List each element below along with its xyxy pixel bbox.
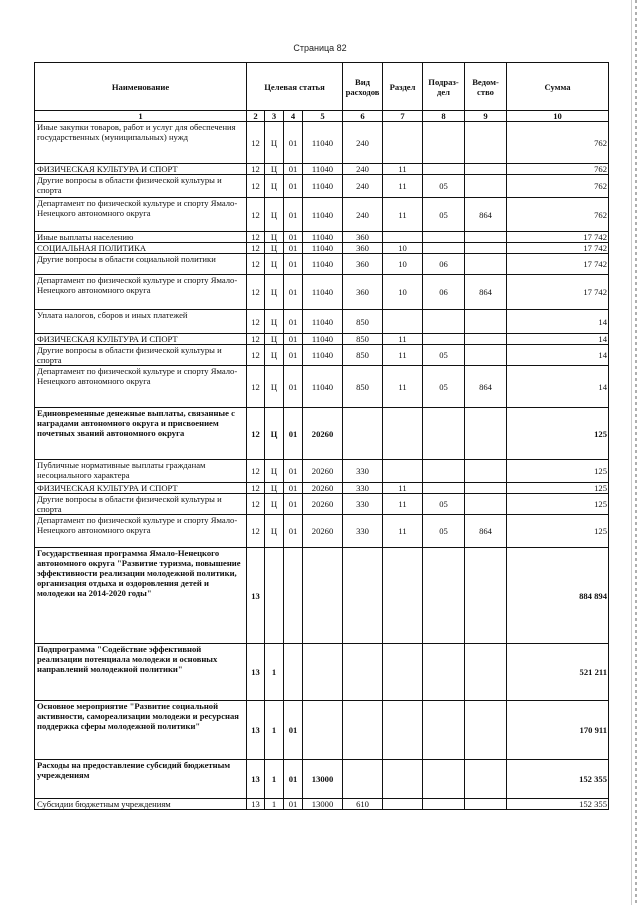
row-summa: 152 355 — [507, 799, 609, 810]
row-podrazdel — [423, 122, 465, 164]
row-vedomstvo: 864 — [465, 275, 507, 310]
row-name: ФИЗИЧЕСКАЯ КУЛЬТУРА И СПОРТ — [35, 483, 247, 494]
row-vedomstvo: 864 — [465, 515, 507, 548]
row-event: 01 — [284, 760, 303, 799]
row-name: Департамент по физической культуре и спорту Ямало-Ненецкого автономного округа — [35, 366, 247, 408]
row-event: 01 — [284, 345, 303, 366]
row-name: ФИЗИЧЕСКАЯ КУЛЬТУРА И СПОРТ — [35, 334, 247, 345]
row-subprogram: 1 — [265, 701, 284, 760]
header-razdel: Раздел — [383, 63, 423, 111]
table-row — [35, 175, 609, 198]
row-subprogram: Ц — [265, 198, 284, 232]
row-subprogram: Ц — [265, 310, 284, 334]
row-program: 12 — [247, 232, 265, 243]
row-program: 13 — [247, 548, 265, 644]
row-event: 01 — [284, 701, 303, 760]
row-vid: 610 — [343, 799, 383, 810]
row-event: 01 — [284, 494, 303, 515]
row-podrazdel: 06 — [423, 254, 465, 275]
table-row — [35, 275, 609, 310]
row-vedomstvo — [465, 164, 507, 175]
row-podrazdel — [423, 701, 465, 760]
row-program: 12 — [247, 198, 265, 232]
row-podrazdel — [423, 310, 465, 334]
row-podrazdel — [423, 483, 465, 494]
row-event — [284, 644, 303, 701]
row-name: Другие вопросы в области физической культуры и спорта — [35, 175, 247, 198]
row-subprogram — [265, 548, 284, 644]
row-summa: 14 — [507, 334, 609, 345]
row-name: Иные закупки товаров, работ и услуг для обеспечения государственных (муниципальных) нужд — [35, 122, 247, 164]
row-vid: 850 — [343, 310, 383, 334]
row-summa: 762 — [507, 164, 609, 175]
row-name: Другие вопросы в области социальной политики — [35, 254, 247, 275]
table-row — [35, 366, 609, 408]
row-event: 01 — [284, 275, 303, 310]
table-row — [35, 232, 609, 243]
row-razdel: 10 — [383, 243, 423, 254]
row-podrazdel — [423, 232, 465, 243]
row-event: 01 — [284, 366, 303, 408]
row-direction: 20260 — [303, 494, 343, 515]
row-summa: 152 355 — [507, 760, 609, 799]
row-direction: 20260 — [303, 408, 343, 460]
row-subprogram: 1 — [265, 644, 284, 701]
row-summa: 17 742 — [507, 275, 609, 310]
row-subprogram: Ц — [265, 408, 284, 460]
table-body — [35, 122, 609, 810]
column-number-row — [35, 111, 609, 122]
row-vid: 330 — [343, 483, 383, 494]
row-vid — [343, 760, 383, 799]
row-direction — [303, 548, 343, 644]
table-row — [35, 345, 609, 366]
row-program: 13 — [247, 701, 265, 760]
column-number: 9 — [465, 111, 507, 122]
row-direction: 11040 — [303, 334, 343, 345]
row-event: 01 — [284, 175, 303, 198]
row-name: Подпрограмма "Содействие эффективной реализации потенциала молодежи и основных направлений молодежной политики" — [35, 644, 247, 701]
budget-table — [34, 62, 609, 810]
row-podrazdel — [423, 243, 465, 254]
row-direction: 11040 — [303, 310, 343, 334]
row-direction: 20260 — [303, 483, 343, 494]
row-direction: 11040 — [303, 345, 343, 366]
row-summa: 125 — [507, 494, 609, 515]
row-razdel: 11 — [383, 198, 423, 232]
row-podrazdel: 05 — [423, 175, 465, 198]
row-subprogram: 1 — [265, 799, 284, 810]
row-razdel: 11 — [383, 494, 423, 515]
row-podrazdel: 05 — [423, 345, 465, 366]
row-program: 12 — [247, 175, 265, 198]
row-event — [284, 548, 303, 644]
table-row — [35, 254, 609, 275]
row-event: 01 — [284, 310, 303, 334]
header-vid: Вид расходов — [343, 63, 383, 111]
row-razdel — [383, 799, 423, 810]
column-number: 10 — [507, 111, 609, 122]
column-number: 3 — [265, 111, 284, 122]
row-direction — [303, 701, 343, 760]
row-summa: 125 — [507, 460, 609, 483]
row-event: 01 — [284, 799, 303, 810]
row-vid: 360 — [343, 275, 383, 310]
row-subprogram: Ц — [265, 243, 284, 254]
row-summa: 14 — [507, 310, 609, 334]
row-name: Уплата налогов, сборов и иных платежей — [35, 310, 247, 334]
row-summa: 14 — [507, 366, 609, 408]
row-summa: 17 742 — [507, 232, 609, 243]
scan-edge-line — [631, 0, 632, 905]
table-row — [35, 460, 609, 483]
row-summa: 125 — [507, 515, 609, 548]
row-summa: 17 742 — [507, 243, 609, 254]
row-program: 12 — [247, 408, 265, 460]
row-name: Другие вопросы в области физической культуры и спорта — [35, 345, 247, 366]
table-row — [35, 243, 609, 254]
column-number: 8 — [423, 111, 465, 122]
row-summa: 125 — [507, 483, 609, 494]
row-summa: 521 211 — [507, 644, 609, 701]
row-subprogram: Ц — [265, 254, 284, 275]
table-row — [35, 701, 609, 760]
row-direction: 20260 — [303, 515, 343, 548]
table-row — [35, 515, 609, 548]
row-vid — [343, 644, 383, 701]
row-subprogram: Ц — [265, 275, 284, 310]
row-event: 01 — [284, 515, 303, 548]
row-program: 12 — [247, 310, 265, 334]
row-name: Субсидии бюджетным учреждениям — [35, 799, 247, 810]
row-vedomstvo — [465, 122, 507, 164]
row-event: 01 — [284, 408, 303, 460]
row-direction: 11040 — [303, 275, 343, 310]
row-vid: 850 — [343, 334, 383, 345]
row-program: 12 — [247, 243, 265, 254]
row-name: Департамент по физической культуре и спорту Ямало-Ненецкого автономного округа — [35, 275, 247, 310]
header-name: Наименование — [35, 63, 247, 111]
row-name: Департамент по физической культуре и спорту Ямало-Ненецкого автономного округа — [35, 515, 247, 548]
row-direction: 11040 — [303, 198, 343, 232]
row-vedomstvo — [465, 548, 507, 644]
row-event: 01 — [284, 243, 303, 254]
row-name: Другие вопросы в области физической культуры и спорта — [35, 494, 247, 515]
row-subprogram: Ц — [265, 175, 284, 198]
row-vid: 360 — [343, 243, 383, 254]
row-vid: 330 — [343, 515, 383, 548]
row-event: 01 — [284, 483, 303, 494]
row-subprogram: Ц — [265, 494, 284, 515]
row-podrazdel — [423, 548, 465, 644]
row-vedomstvo — [465, 175, 507, 198]
row-razdel: 11 — [383, 483, 423, 494]
row-direction: 13000 — [303, 760, 343, 799]
row-vid: 850 — [343, 345, 383, 366]
table-row — [35, 548, 609, 644]
row-razdel — [383, 122, 423, 164]
row-razdel: 11 — [383, 175, 423, 198]
row-direction — [303, 644, 343, 701]
row-podrazdel: 06 — [423, 275, 465, 310]
row-program: 12 — [247, 122, 265, 164]
row-name: Иные выплаты населению — [35, 232, 247, 243]
row-podrazdel — [423, 760, 465, 799]
row-name: Расходы на предоставление субсидий бюджетным учреждениям — [35, 760, 247, 799]
row-razdel: 11 — [383, 164, 423, 175]
row-subprogram: Ц — [265, 515, 284, 548]
row-vid: 240 — [343, 164, 383, 175]
row-program: 12 — [247, 254, 265, 275]
row-vid: 330 — [343, 494, 383, 515]
row-podrazdel: 05 — [423, 366, 465, 408]
row-razdel — [383, 460, 423, 483]
row-name: Государственная программа Ямало-Ненецкого автономного округа "Развитие туризма, повышение эффективности реализации молодежной политики, организация отдыха и оздоровления детей и молодежи на 2014-2020 годы" — [35, 548, 247, 644]
row-direction: 11040 — [303, 164, 343, 175]
row-podrazdel: 05 — [423, 198, 465, 232]
table-row — [35, 310, 609, 334]
row-event: 01 — [284, 460, 303, 483]
row-vedomstvo — [465, 243, 507, 254]
row-direction: 11040 — [303, 175, 343, 198]
row-program: 12 — [247, 483, 265, 494]
row-vid: 850 — [343, 366, 383, 408]
row-vedomstvo — [465, 494, 507, 515]
row-program: 12 — [247, 460, 265, 483]
row-program: 12 — [247, 275, 265, 310]
row-summa: 762 — [507, 198, 609, 232]
row-summa: 14 — [507, 345, 609, 366]
row-subprogram: Ц — [265, 345, 284, 366]
row-podrazdel — [423, 408, 465, 460]
row-vedomstvo — [465, 345, 507, 366]
row-name: Публичные нормативные выплаты гражданам несоциального характера — [35, 460, 247, 483]
row-vid: 240 — [343, 198, 383, 232]
row-vid — [343, 548, 383, 644]
row-direction: 11040 — [303, 122, 343, 164]
row-program: 13 — [247, 644, 265, 701]
row-vedomstvo — [465, 644, 507, 701]
row-vid — [343, 701, 383, 760]
row-subprogram: Ц — [265, 334, 284, 345]
row-subprogram: Ц — [265, 366, 284, 408]
row-razdel — [383, 644, 423, 701]
header-summa: Сумма — [507, 63, 609, 111]
row-summa: 125 — [507, 408, 609, 460]
row-program: 13 — [247, 799, 265, 810]
row-direction: 11040 — [303, 232, 343, 243]
row-name: ФИЗИЧЕСКАЯ КУЛЬТУРА И СПОРТ — [35, 164, 247, 175]
row-razdel: 10 — [383, 275, 423, 310]
row-subprogram: Ц — [265, 232, 284, 243]
row-podrazdel: 05 — [423, 494, 465, 515]
row-direction: 11040 — [303, 366, 343, 408]
row-program: 12 — [247, 345, 265, 366]
row-summa: 884 894 — [507, 548, 609, 644]
table-row — [35, 164, 609, 175]
table-row — [35, 494, 609, 515]
row-vid: 330 — [343, 460, 383, 483]
table-row — [35, 122, 609, 164]
row-vid — [343, 408, 383, 460]
header-target: Целевая статья — [247, 63, 343, 111]
row-vid: 240 — [343, 175, 383, 198]
page-label: Страница 82 — [293, 43, 347, 53]
row-vedomstvo: 864 — [465, 198, 507, 232]
row-vedomstvo — [465, 408, 507, 460]
row-name: Департамент по физической культуре и спорту Ямало-Ненецкого автономного округа — [35, 198, 247, 232]
row-subprogram: Ц — [265, 122, 284, 164]
table-row — [35, 483, 609, 494]
row-razdel — [383, 548, 423, 644]
row-razdel: 10 — [383, 254, 423, 275]
table-row — [35, 644, 609, 701]
row-subprogram: Ц — [265, 164, 284, 175]
row-subprogram: Ц — [265, 483, 284, 494]
row-program: 12 — [247, 515, 265, 548]
row-program: 12 — [247, 164, 265, 175]
row-vedomstvo — [465, 232, 507, 243]
row-vedomstvo: 864 — [465, 366, 507, 408]
row-razdel: 11 — [383, 515, 423, 548]
row-event: 01 — [284, 254, 303, 275]
table-row — [35, 334, 609, 345]
header-podrazdel: Подраз-дел — [423, 63, 465, 111]
row-program: 12 — [247, 366, 265, 408]
row-vedomstvo — [465, 310, 507, 334]
row-vedomstvo — [465, 701, 507, 760]
row-podrazdel — [423, 164, 465, 175]
row-razdel — [383, 232, 423, 243]
row-direction: 20260 — [303, 460, 343, 483]
scan-edge-mark — [635, 0, 637, 905]
row-name: Основное мероприятие "Развитие социальной активности, самореализации молодежи и ресурсная поддержка сферы молодежной политики" — [35, 701, 247, 760]
row-program: 13 — [247, 760, 265, 799]
row-vedomstvo — [465, 483, 507, 494]
row-event: 01 — [284, 122, 303, 164]
row-summa: 17 742 — [507, 254, 609, 275]
row-razdel: 11 — [383, 366, 423, 408]
row-summa: 762 — [507, 122, 609, 164]
row-vedomstvo — [465, 799, 507, 810]
row-name: Единовременные денежные выплаты, связанные с наградами автономного округа и присвоением почетных званий автономного округа — [35, 408, 247, 460]
table-row — [35, 799, 609, 810]
column-number: 4 — [284, 111, 303, 122]
table-row — [35, 198, 609, 232]
row-podrazdel: 05 — [423, 515, 465, 548]
row-direction: 11040 — [303, 254, 343, 275]
row-razdel: 11 — [383, 334, 423, 345]
row-direction: 13000 — [303, 799, 343, 810]
row-name: СОЦИАЛЬНАЯ ПОЛИТИКА — [35, 243, 247, 254]
row-summa: 762 — [507, 175, 609, 198]
row-event: 01 — [284, 232, 303, 243]
row-vedomstvo — [465, 760, 507, 799]
header-row — [35, 63, 609, 111]
row-podrazdel — [423, 334, 465, 345]
column-number: 2 — [247, 111, 265, 122]
row-subprogram: 1 — [265, 760, 284, 799]
row-direction: 11040 — [303, 243, 343, 254]
table-row — [35, 408, 609, 460]
row-vedomstvo — [465, 460, 507, 483]
column-number: 6 — [343, 111, 383, 122]
row-program: 12 — [247, 494, 265, 515]
row-podrazdel — [423, 644, 465, 701]
row-event: 01 — [284, 164, 303, 175]
row-vedomstvo — [465, 254, 507, 275]
row-subprogram: Ц — [265, 460, 284, 483]
row-razdel — [383, 701, 423, 760]
row-event: 01 — [284, 334, 303, 345]
row-podrazdel — [423, 799, 465, 810]
row-razdel: 11 — [383, 345, 423, 366]
row-summa: 170 911 — [507, 701, 609, 760]
row-podrazdel — [423, 460, 465, 483]
header-vedomstvo: Ведом-ство — [465, 63, 507, 111]
column-number: 1 — [35, 111, 247, 122]
row-event: 01 — [284, 198, 303, 232]
row-razdel — [383, 408, 423, 460]
row-vedomstvo — [465, 334, 507, 345]
row-vid: 240 — [343, 122, 383, 164]
column-number: 5 — [303, 111, 343, 122]
table-row — [35, 760, 609, 799]
row-vid: 360 — [343, 232, 383, 243]
row-program: 12 — [247, 334, 265, 345]
row-vid: 360 — [343, 254, 383, 275]
row-razdel — [383, 760, 423, 799]
row-razdel — [383, 310, 423, 334]
column-number: 7 — [383, 111, 423, 122]
